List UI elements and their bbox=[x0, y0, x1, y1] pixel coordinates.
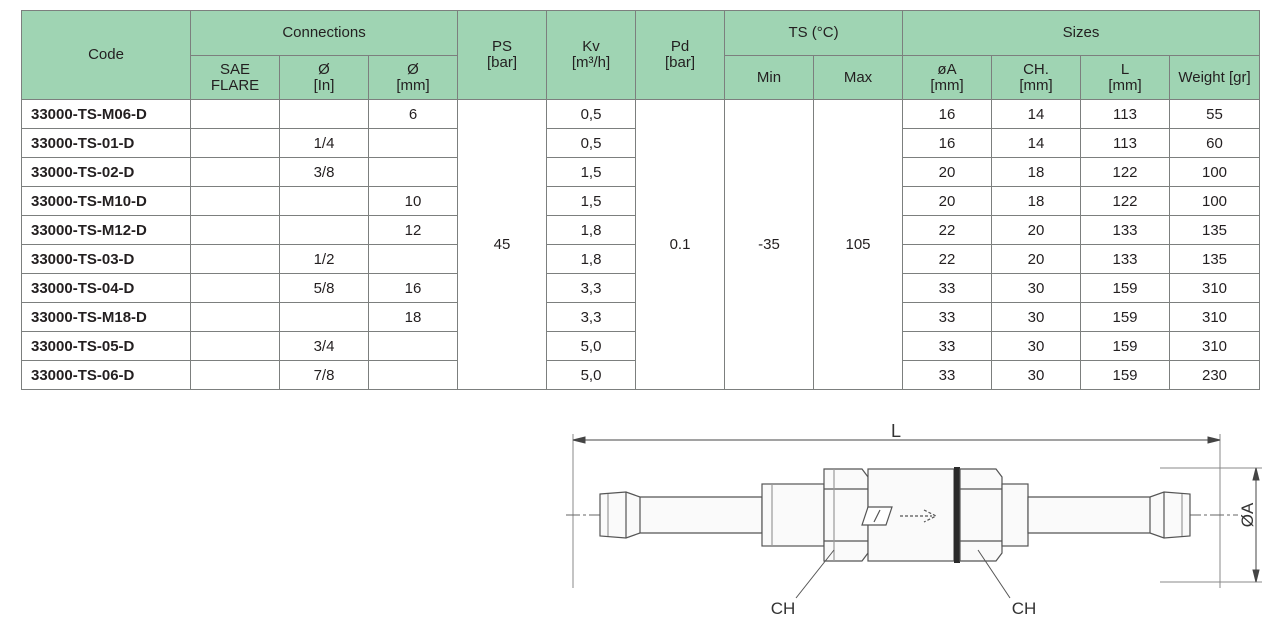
cell-l: 159 bbox=[1081, 274, 1170, 303]
header-code: Code bbox=[22, 11, 191, 100]
cell-dia-mm: 18 bbox=[369, 303, 458, 332]
cell-dia-mm: 6 bbox=[369, 100, 458, 129]
table-body bbox=[22, 100, 1260, 390]
header-pd-unit: [bar] bbox=[665, 54, 696, 71]
cell-l: 159 bbox=[1081, 303, 1170, 332]
cell-dia-in bbox=[280, 303, 369, 332]
cell-sae bbox=[191, 187, 280, 216]
header-kv bbox=[547, 11, 636, 100]
cell-sae bbox=[191, 245, 280, 274]
header-max: Max bbox=[814, 56, 903, 100]
header-ts: TS (°C) bbox=[725, 11, 903, 56]
seal-ring bbox=[954, 467, 960, 563]
cell-weight: 310 bbox=[1170, 303, 1260, 332]
ch-left-label: CH bbox=[770, 599, 796, 618]
cell-a: 16 bbox=[903, 100, 992, 129]
header-sizes: Sizes bbox=[903, 11, 1260, 56]
right-tube bbox=[1028, 492, 1190, 538]
cell-kv: 5,0 bbox=[547, 361, 636, 390]
cell-ch: 18 bbox=[992, 187, 1081, 216]
cell-weight: 310 bbox=[1170, 332, 1260, 361]
cell-ch: 20 bbox=[992, 216, 1081, 245]
cell-l: 159 bbox=[1081, 361, 1170, 390]
header-dia-mm-unit: [mm] bbox=[396, 76, 430, 94]
header-l bbox=[1081, 56, 1170, 100]
cell-dia-in bbox=[280, 187, 369, 216]
cell-kv: 1,5 bbox=[547, 187, 636, 216]
cell-weight: 135 bbox=[1170, 245, 1260, 274]
cell-dia-mm bbox=[369, 332, 458, 361]
cell-l: 133 bbox=[1081, 245, 1170, 274]
cell-code: 33000-TS-M18-D bbox=[22, 303, 191, 332]
cell-a: 33 bbox=[903, 332, 992, 361]
cell-ps: 45 bbox=[458, 100, 547, 390]
cell-a: 22 bbox=[903, 216, 992, 245]
cell-a: 22 bbox=[903, 245, 992, 274]
cell-code: 33000-TS-03-D bbox=[22, 245, 191, 274]
header-ps-label: PS bbox=[492, 38, 513, 55]
cell-dia-in: 1/4 bbox=[280, 129, 369, 158]
cell-ch: 30 bbox=[992, 303, 1081, 332]
cell-code: 33000-TS-02-D bbox=[22, 158, 191, 187]
header-connections: Connections bbox=[191, 11, 458, 56]
header-sae-line1: SAE bbox=[219, 60, 250, 78]
header-dia-in-label: Ø bbox=[318, 60, 330, 78]
cell-ch: 30 bbox=[992, 274, 1081, 303]
header-dia-in bbox=[280, 56, 369, 100]
header-sae bbox=[191, 56, 280, 100]
header-dia-in-unit: [In] bbox=[313, 76, 335, 94]
cell-dia-mm: 12 bbox=[369, 216, 458, 245]
cell-code: 33000-TS-06-D bbox=[22, 361, 191, 390]
cell-ch: 14 bbox=[992, 129, 1081, 158]
header-min: Min bbox=[725, 56, 814, 100]
cell-a: 20 bbox=[903, 158, 992, 187]
cell-dia-in: 7/8 bbox=[280, 361, 369, 390]
cell-a: 20 bbox=[903, 187, 992, 216]
cell-dia-mm: 10 bbox=[369, 187, 458, 216]
header-weight: Weight [gr] bbox=[1170, 56, 1260, 100]
cell-sae bbox=[191, 332, 280, 361]
cell-a: 33 bbox=[903, 303, 992, 332]
length-label: L bbox=[890, 421, 902, 441]
cell-l: 113 bbox=[1081, 129, 1170, 158]
cell-ch: 30 bbox=[992, 361, 1081, 390]
header-a-label: øA bbox=[937, 60, 957, 78]
cell-sae bbox=[191, 361, 280, 390]
cell-sae bbox=[191, 216, 280, 245]
header-pd bbox=[636, 11, 725, 100]
cell-a: 16 bbox=[903, 129, 992, 158]
left-fitting bbox=[762, 469, 954, 561]
cell-ch: 14 bbox=[992, 100, 1081, 129]
header-dia-mm-label: Ø bbox=[407, 60, 419, 78]
cell-kv: 1,5 bbox=[547, 158, 636, 187]
cell-sae bbox=[191, 158, 280, 187]
cell-kv: 3,3 bbox=[547, 303, 636, 332]
cell-dia-in: 5/8 bbox=[280, 274, 369, 303]
cell-sae bbox=[191, 274, 280, 303]
cell-dia-in bbox=[280, 100, 369, 129]
header-ch-label: CH. bbox=[1023, 60, 1049, 78]
cell-kv: 0,5 bbox=[547, 100, 636, 129]
ch-right-label: CH bbox=[1011, 599, 1037, 618]
header-a-unit: [mm] bbox=[930, 76, 964, 94]
cell-code: 33000-TS-04-D bbox=[22, 274, 191, 303]
cell-kv: 0,5 bbox=[547, 129, 636, 158]
cell-a: 33 bbox=[903, 274, 992, 303]
cell-code: 33000-TS-01-D bbox=[22, 129, 191, 158]
cell-l: 113 bbox=[1081, 100, 1170, 129]
cell-l: 122 bbox=[1081, 187, 1170, 216]
header-kv-label: Kv bbox=[582, 38, 600, 55]
header-ch bbox=[992, 56, 1081, 100]
cell-dia-in: 1/2 bbox=[280, 245, 369, 274]
header-pd-label: Pd bbox=[670, 38, 690, 55]
cell-weight: 60 bbox=[1170, 129, 1260, 158]
cell-dia-mm: 16 bbox=[369, 274, 458, 303]
cell-l: 122 bbox=[1081, 158, 1170, 187]
cell-code: 33000-TS-M12-D bbox=[22, 216, 191, 245]
cell-weight: 100 bbox=[1170, 187, 1260, 216]
right-fitting bbox=[960, 469, 1028, 561]
header-dia-mm bbox=[369, 56, 458, 100]
cell-weight: 55 bbox=[1170, 100, 1260, 129]
cell-dia-mm bbox=[369, 245, 458, 274]
cell-dia-mm bbox=[369, 129, 458, 158]
table-row bbox=[22, 100, 1260, 129]
cell-dia-mm bbox=[369, 158, 458, 187]
table-header bbox=[22, 11, 1260, 100]
cell-kv: 1,8 bbox=[547, 216, 636, 245]
cell-dia-in: 3/4 bbox=[280, 332, 369, 361]
cell-ts-max: 105 bbox=[814, 100, 903, 390]
cell-sae bbox=[191, 303, 280, 332]
diameter-label: ØA bbox=[1238, 502, 1257, 528]
cell-kv: 1,8 bbox=[547, 245, 636, 274]
cell-ch: 18 bbox=[992, 158, 1081, 187]
spec-table bbox=[21, 10, 1260, 390]
cell-pd: 0.1 bbox=[636, 100, 725, 390]
cell-weight: 100 bbox=[1170, 158, 1260, 187]
cell-weight: 135 bbox=[1170, 216, 1260, 245]
cell-code: 33000-TS-M06-D bbox=[22, 100, 191, 129]
cell-weight: 310 bbox=[1170, 274, 1260, 303]
cell-sae bbox=[191, 129, 280, 158]
header-kv-unit: [m³/h] bbox=[571, 54, 611, 71]
valve-drawing bbox=[560, 418, 1272, 624]
ch-left-leader bbox=[796, 550, 834, 598]
cell-ch: 20 bbox=[992, 245, 1081, 274]
header-ps bbox=[458, 11, 547, 100]
cell-dia-in bbox=[280, 216, 369, 245]
cell-dia-in: 3/8 bbox=[280, 158, 369, 187]
cell-sae bbox=[191, 100, 280, 129]
header-sae-line2: FLARE bbox=[210, 76, 260, 94]
header-a bbox=[903, 56, 992, 100]
header-l-unit: [mm] bbox=[1108, 76, 1142, 94]
cell-kv: 3,3 bbox=[547, 274, 636, 303]
cell-kv: 5,0 bbox=[547, 332, 636, 361]
cell-weight: 230 bbox=[1170, 361, 1260, 390]
cell-l: 159 bbox=[1081, 332, 1170, 361]
cell-a: 33 bbox=[903, 361, 992, 390]
cell-l: 133 bbox=[1081, 216, 1170, 245]
header-ch-unit: [mm] bbox=[1019, 76, 1053, 94]
header-l-label: L bbox=[1120, 60, 1130, 78]
cell-code: 33000-TS-05-D bbox=[22, 332, 191, 361]
cell-ts-min: -35 bbox=[725, 100, 814, 390]
cell-ch: 30 bbox=[992, 332, 1081, 361]
cell-dia-mm bbox=[369, 361, 458, 390]
header-ps-unit: [bar] bbox=[487, 54, 518, 71]
cell-code: 33000-TS-M10-D bbox=[22, 187, 191, 216]
left-tube bbox=[600, 492, 762, 538]
